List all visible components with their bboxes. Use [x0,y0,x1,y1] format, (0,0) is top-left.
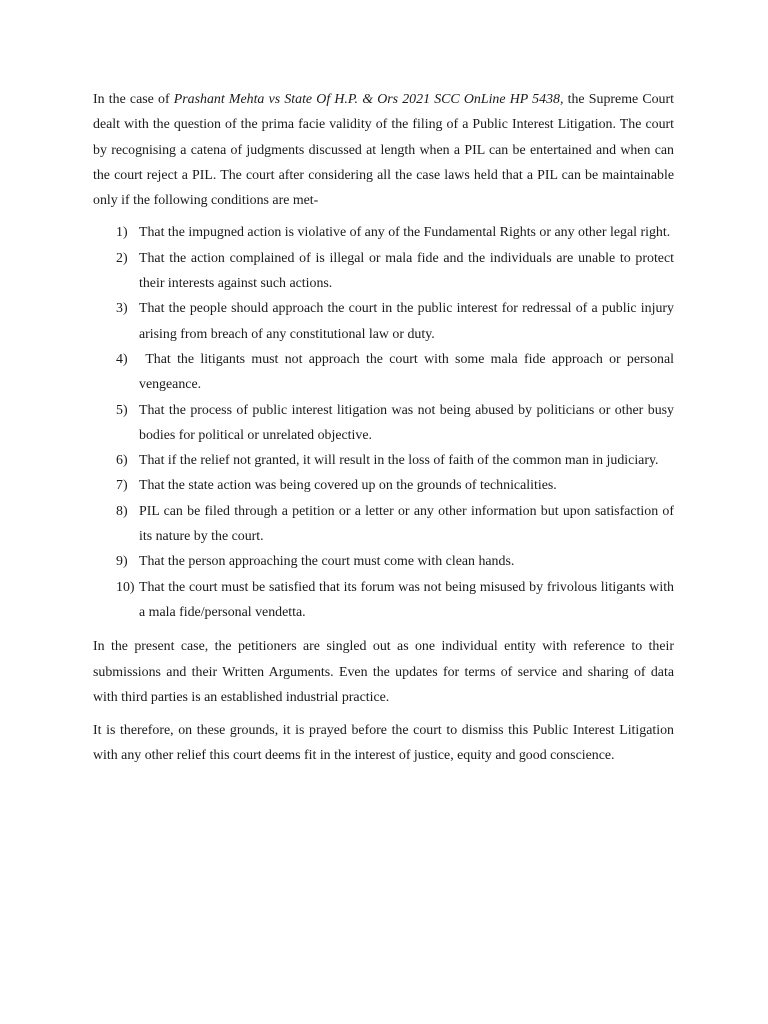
condition-text: That the court must be satisfied that its forum was not being misused by frivolous litigants with a mala fide/personal vendetta. [139,579,674,620]
prayer-paragraph: It is therefore, on these grounds, it is prayed before the court to dismiss this Public Interest Litigation with any other relief this court deems fit in the interest of justice, equity and good conscience. [93,723,674,764]
condition-item [93,575,674,626]
condition-number: 1) [116,225,128,241]
condition-number: 9) [116,554,128,570]
condition-number: 6) [116,453,128,469]
condition-number: 10) [116,579,135,595]
condition-item [93,220,674,245]
condition-item [93,347,678,398]
condition-item [93,296,674,347]
case-citation: Prashant Mehta vs State Of H.P. & Ors 2021 SCC OnLine HP 5438, [173,92,564,107]
condition-text: That the process of public interest litigation was not being abused by politicians or other busy bodies for political or unrelated objective. [139,402,674,443]
condition-number: 2) [116,250,128,266]
present-case-paragraph: In the present case, the petitioners are singled out as one individual entity with reference to their submissions and their Written Arguments. Even the updates for terms of service and sharing of data with third parties is an established industrial practice. [93,639,674,705]
condition-item [93,549,674,574]
intro-lead-text: In the case of [93,92,174,107]
condition-text: PIL can be filed through a petition or a letter or any other information but upon satisfaction of its nature by the court. [139,503,674,545]
condition-text: That the people should approach the court in the public interest for redressal of a public injury arising from breach of any constitutional law or duty. [139,301,674,342]
condition-text: That the litigants must not approach the court with some mala fide approach or personal vengeance. [139,351,678,393]
condition-number: 5) [116,402,128,418]
condition-text: That the state action was being covered up on the grounds of technicalities. [139,478,557,494]
condition-text: That the person approaching the court must come with clean hands. [139,554,515,570]
condition-number: 4) [116,351,128,367]
condition-text: That if the relief not granted, it will result in the loss of faith of the common man in judiciary. [139,453,659,469]
condition-text: That the action complained of is illegal or mala fide and the individuals are unable to protect their interests against such actions. [139,250,674,292]
condition-item [93,246,674,297]
condition-item [93,398,674,449]
intro-paragraph [93,87,674,213]
intro-body-text: the Supreme Court dealt with the question of the prima facie validity of the filing of a Public Interest Litigation. The court by recognising a catena of judgments discussed at length when a PIL can be entertained and when can the court reject a PIL. The court after considering all the case laws held that a PIL can be maintainable only if the following conditions are met- [93,92,674,209]
condition-item [93,499,674,550]
condition-number: 8) [116,503,128,519]
condition-item [93,473,674,498]
condition-item [93,448,674,473]
condition-number: 3) [116,301,128,317]
conditions-list [93,220,678,625]
condition-text: That the impugned action is violative of any of the Fundamental Rights or any other legal right. [139,225,671,241]
condition-number: 7) [116,478,128,494]
